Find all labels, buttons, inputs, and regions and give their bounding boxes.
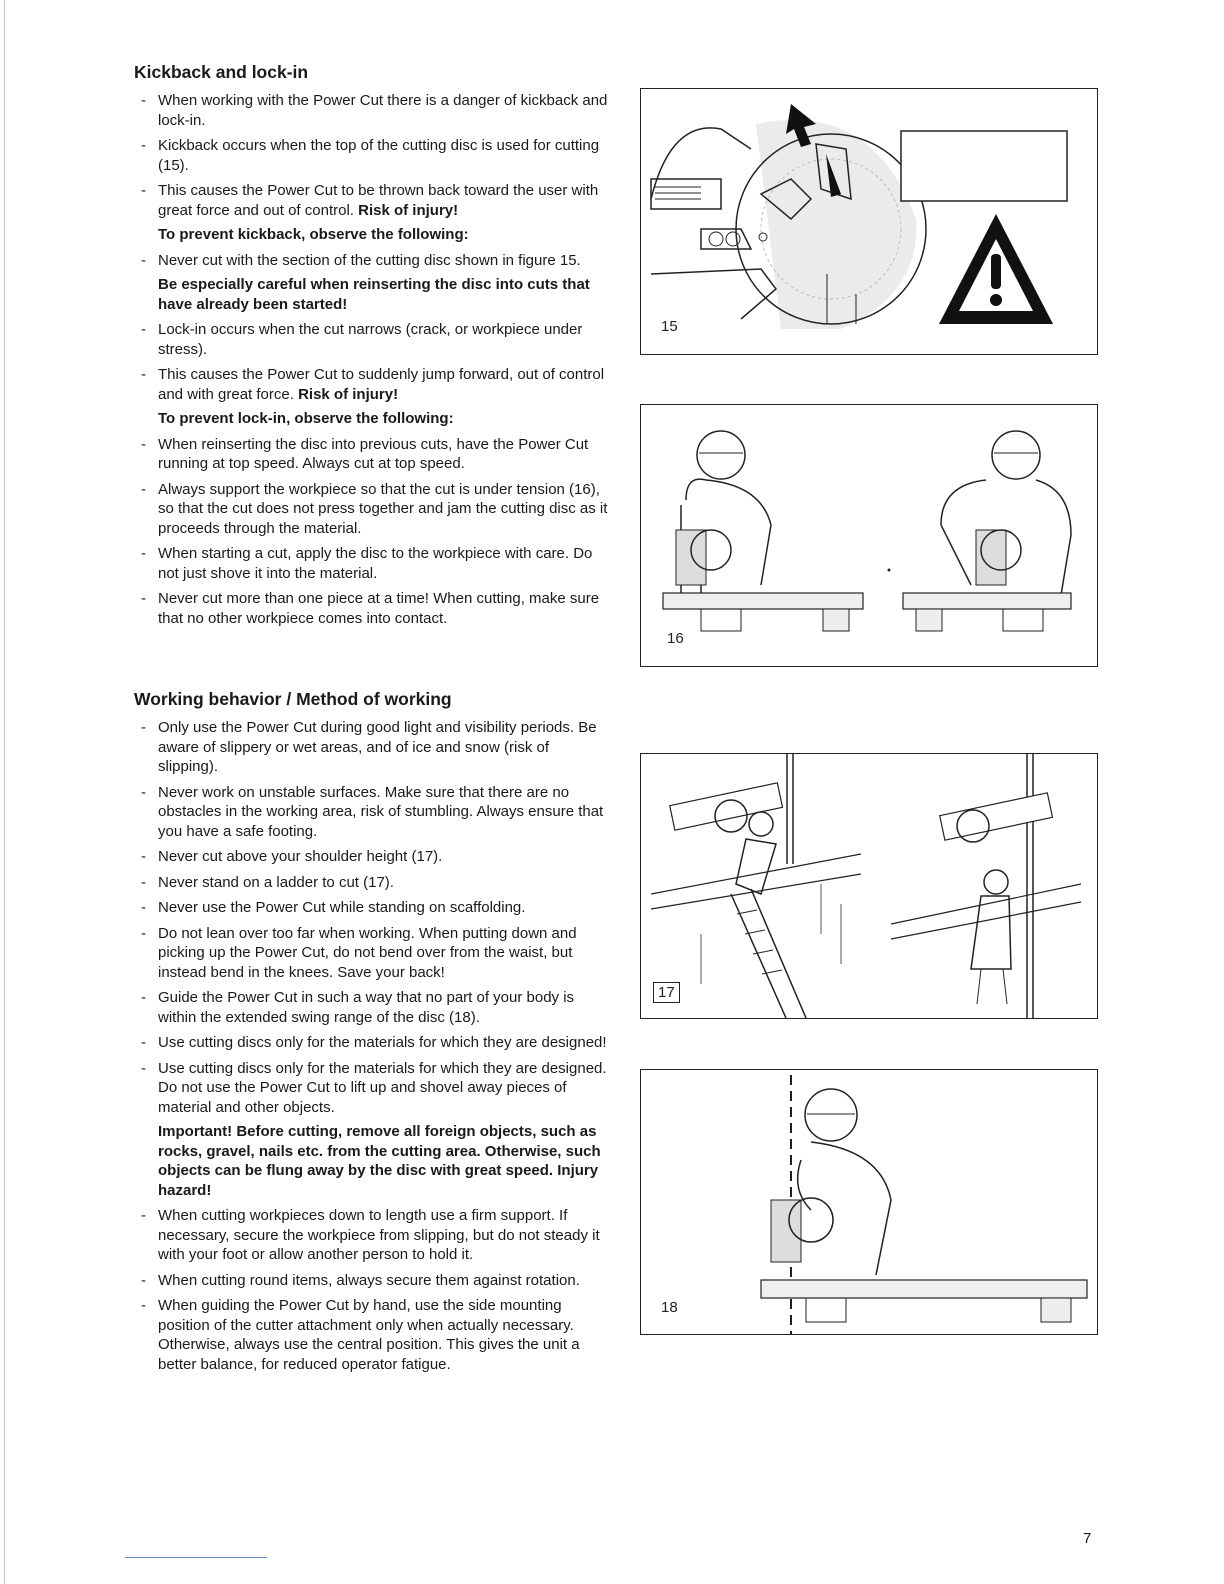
section-working-behavior xyxy=(133,689,613,1380)
text-run: When reinserting the disc into previous cuts, have the Power Cut running at top speed. Always cut at top speed. xyxy=(158,435,589,472)
shoulder-height-ladder-illustration xyxy=(641,754,1097,1018)
section-kickback xyxy=(133,62,613,634)
figure-18-swing-range xyxy=(640,1069,1098,1335)
bold-text: Risk of injury! xyxy=(358,201,459,219)
page-edge-line xyxy=(4,0,5,1584)
list-item xyxy=(133,847,613,867)
text-run: When cutting workpieces down to length use a firm support. If necessary, secure the workpiece from slipping, but do not steady it with your foot or allow another person to hold it. xyxy=(158,1207,600,1263)
page-number: 7 xyxy=(1083,1530,1092,1547)
list-item xyxy=(133,544,613,583)
text-run: When cutting round items, always secure them against rotation. xyxy=(158,1271,580,1289)
list-item xyxy=(133,898,613,918)
list-item xyxy=(133,320,613,359)
warning-note xyxy=(133,225,613,245)
text-run: Never cut more than one piece at a time! When cutting, make sure that no other workpiece comes into contact. xyxy=(158,590,600,627)
text-run: Do not lean over too far when working. When putting down and picking up the Power Cut, do not bend over from the waist, but instead bend in the knees. Save your back! xyxy=(158,924,577,981)
text-run: When starting a cut, apply the disc to the workpiece with care. Do not just shove it into the material. xyxy=(158,545,593,582)
section-title: Kickback and lock-in xyxy=(134,62,309,82)
list-item xyxy=(133,365,613,404)
list-item xyxy=(133,1271,613,1291)
list-item xyxy=(133,718,613,777)
swing-range-illustration xyxy=(641,1070,1097,1334)
text-run: Before cutting, remove all foreign objects, such as rocks, gravel, nails etc. from the cutting area. Otherwise, such objects can be flung away by the disc with great speed. xyxy=(158,1123,601,1179)
list-item xyxy=(133,1206,613,1265)
section-title: Working behavior / Method of working xyxy=(134,689,452,709)
list-item xyxy=(133,435,613,474)
text-run: Never work on unstable surfaces. Make sure that there are no obstacles in the working area, risk of stumbling. Always ensure that you have a safe footing. xyxy=(158,783,604,840)
text-run: Never cut with the section of the cutting disc shown in figure 15. xyxy=(158,251,581,269)
warning-note xyxy=(133,409,613,429)
footnote-rule xyxy=(125,1557,267,1558)
figure-17-shoulder-ladder xyxy=(640,753,1098,1019)
text-run: Always support the workpiece so that the cut is under tension (16), so that the cut does not press together and jam the cutting disc as it proceeds through the material. xyxy=(158,480,608,537)
text-run: Never stand on a ladder to cut (17). xyxy=(158,873,394,891)
bullet-list xyxy=(133,91,613,628)
list-item xyxy=(133,1296,613,1374)
text-run: Guide the Power Cut in such a way that no part of your body is within the extended swing range of the disc (18). xyxy=(158,989,575,1026)
bold-text: To prevent lock-in, observe the following: xyxy=(158,410,454,427)
text-run: Kickback occurs when the top of the cutting disc is used for cutting (15). xyxy=(158,137,600,174)
bold-text: Risk of injury! xyxy=(298,385,399,403)
figure-number: 17 xyxy=(653,982,680,1003)
list-item xyxy=(133,136,613,175)
figure-number: 15 xyxy=(661,318,678,335)
kickback-zone-illustration xyxy=(641,89,1097,354)
bold-text: Injury hazard! xyxy=(158,1162,599,1199)
bold-text: To prevent kickback, observe the following: xyxy=(158,226,469,243)
text-run: When working with the Power Cut there is a danger of kickback and lock-in. xyxy=(158,92,608,129)
workpiece-support-illustration xyxy=(641,405,1097,666)
list-item xyxy=(133,251,613,271)
list-item xyxy=(133,783,613,842)
bold-text: Be especially careful when reinserting the disc into cuts that have already been started! xyxy=(158,276,590,313)
list-item xyxy=(133,1033,613,1053)
list-item xyxy=(133,1059,613,1118)
text-run: Only use the Power Cut during good light and visibility periods. Be aware of slippery or wet areas, and of ice and snow (risk of slipping). xyxy=(158,719,597,775)
bullet-list xyxy=(133,718,613,1374)
warning-note xyxy=(133,1122,613,1200)
list-item xyxy=(133,480,613,539)
figure-15-kickback-zone xyxy=(640,88,1098,355)
figure-number: 18 xyxy=(661,1299,678,1316)
text-run: This causes the Power Cut to suddenly jump forward, out of control and with great force. xyxy=(158,366,605,403)
warning-note xyxy=(133,275,613,314)
text-run: When guiding the Power Cut by hand, use the side mounting position of the cutter attachment only when actually necessary. Otherwise, always use the central position. This gives the unit a better balance, for reduced operator fatigue. xyxy=(158,1297,580,1373)
list-item xyxy=(133,988,613,1027)
figure-16-workpiece-support xyxy=(640,404,1098,667)
bold-text: Important! xyxy=(158,1123,233,1140)
list-item xyxy=(133,589,613,628)
text-run: Never use the Power Cut while standing on scaffolding. xyxy=(158,899,526,916)
list-item xyxy=(133,924,613,983)
text-run: Use cutting discs only for the materials for which they are designed! xyxy=(158,1034,607,1051)
text-run: Lock-in occurs when the cut narrows (crack, or workpiece under stress). xyxy=(158,321,583,358)
list-item xyxy=(133,181,613,220)
text-run: Use cutting discs only for the materials for which they are designed. Do not use the Power Cut to lift up and shovel away pieces of material and other objects. xyxy=(158,1059,607,1116)
list-item xyxy=(133,873,613,893)
figure-number: 16 xyxy=(667,630,684,647)
text-run: This causes the Power Cut to be thrown back toward the user with great force and out of control. xyxy=(158,182,599,219)
text-run: Never cut above your shoulder height (17). xyxy=(158,848,443,865)
list-item xyxy=(133,91,613,130)
